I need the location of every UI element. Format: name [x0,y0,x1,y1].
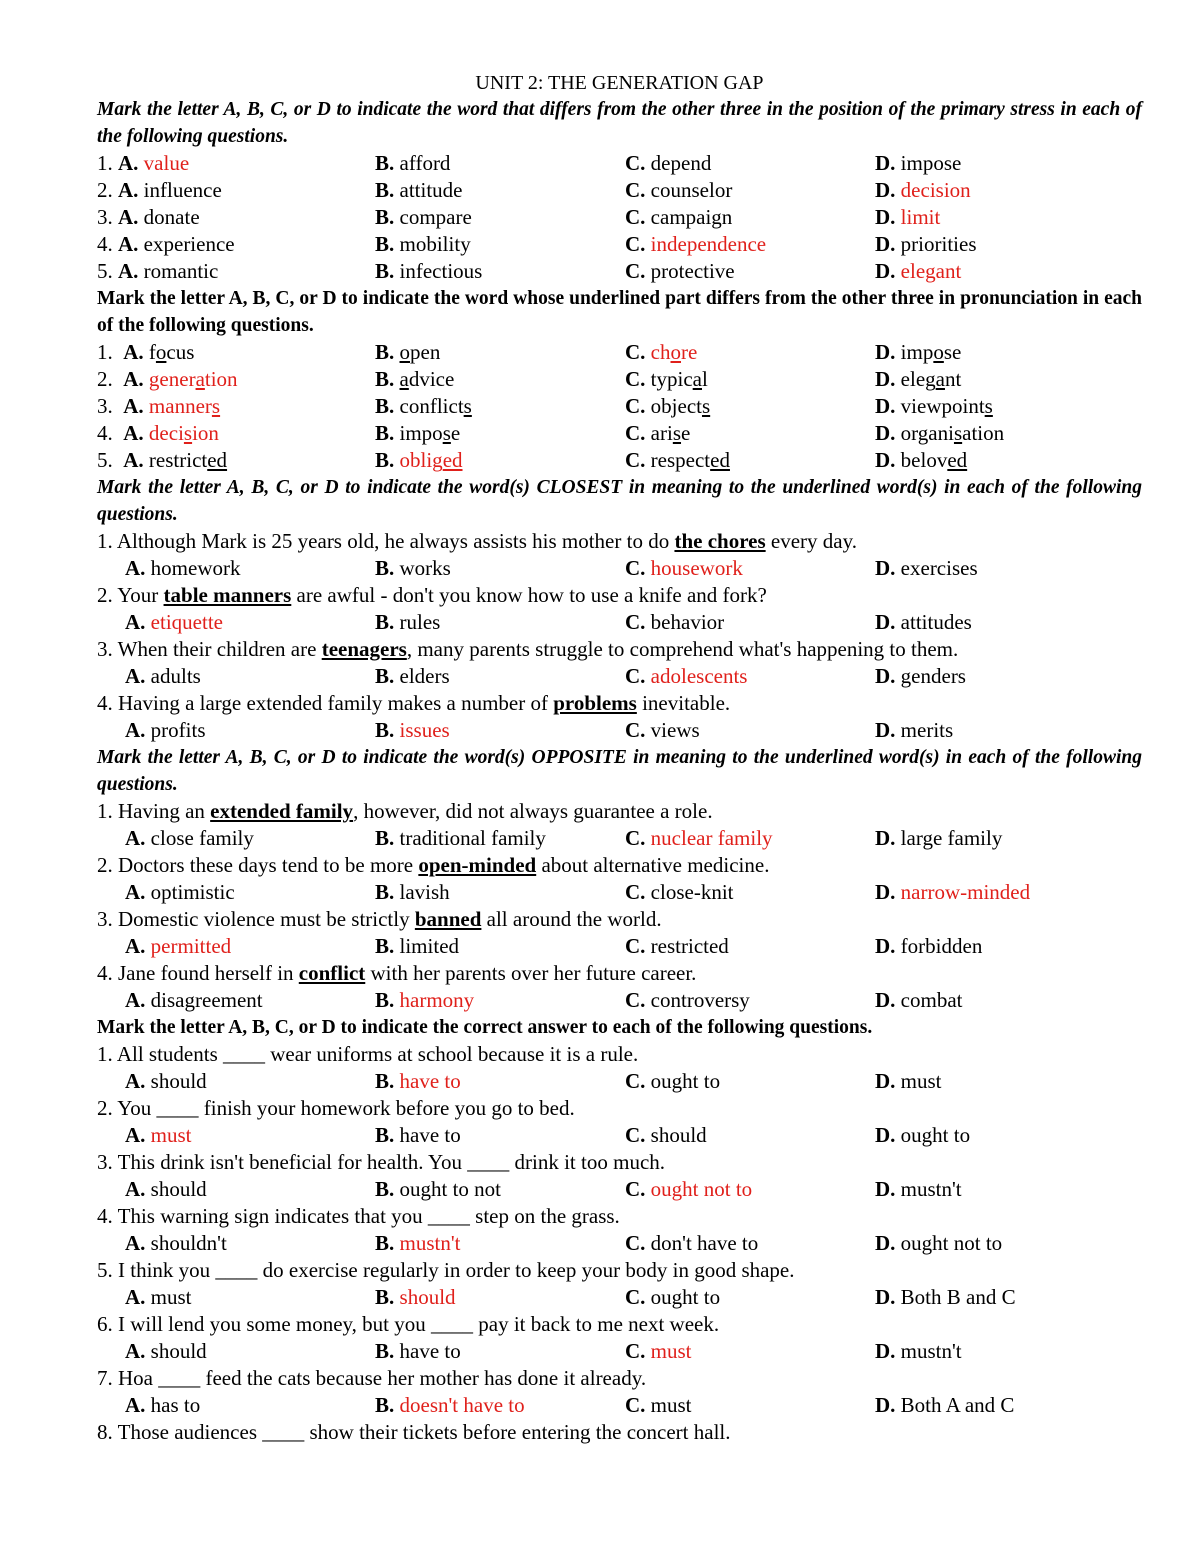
option-d: D. forbidden [875,934,983,958]
options-row [97,825,1142,852]
option-d: D. beloved [875,448,968,472]
instruction-correct-answer: Mark the letter A, B, C, or D to indicate the correct answer to each of the following questions. [97,1017,873,1038]
option-c: C. restricted [625,934,729,958]
question-stem: 4. Having a large extended family makes a number of problems inevitable. [97,691,731,715]
option-d: D. priorities [875,232,977,256]
question-stem: 5. I think you ____ do exercise regularly in order to keep your body in good shape. [97,1258,795,1282]
options-row [97,933,1142,960]
question-row [97,339,1142,366]
option-a: A. should [125,1177,207,1201]
option-b: B. mobility [375,232,471,256]
worksheet [97,70,1142,1446]
option-c: C. must [625,1339,692,1363]
options-row [97,1392,1142,1419]
option-d: D. mustn't [875,1177,962,1201]
stress-questions [97,150,1142,285]
option-b: B. ought to not [375,1177,502,1201]
question-stem: 1. Having an extended family, however, did not always guarantee a role. [97,799,713,823]
option-a: A. profits [125,718,206,742]
options-row [97,663,1142,690]
options-row [97,1122,1142,1149]
option-c: C. chore [625,340,698,364]
option-a: 4. A. experience [97,232,235,256]
option-d: D. elegant [875,259,962,283]
option-b: B. works [375,556,451,580]
instruction-closest: Mark the letter A, B, C, or D to indicate the word(s) CLOSEST in meaning to the underlined word(s) in each of the following questions. [97,477,1142,525]
option-d: D. decision [875,178,971,202]
question-row [97,447,1142,474]
option-a: A. should [125,1069,207,1093]
option-c: C. ought not to [625,1177,753,1201]
option-a: A. etiquette [125,610,223,634]
question-stem: 3. Domestic violence must be strictly banned all around the world. [97,907,662,931]
option-c: C. ought to [625,1285,721,1309]
option-a: A. has to [125,1393,201,1417]
option-a: A. adults [125,664,201,688]
option-a: A. disagreement [125,988,263,1012]
options-row [97,1068,1142,1095]
option-c: C. independence [625,232,767,256]
option-b: B. limited [375,934,460,958]
option-d: D. genders [875,664,966,688]
option-a: 3. A. donate [97,205,200,229]
option-a: 2. A. influence [97,178,222,202]
option-b: B. mustn't [375,1231,461,1255]
option-c: C. ought to [625,1069,721,1093]
question-row [97,150,1142,177]
question-stem: 2. Doctors these days tend to be more open-minded about alternative medicine. [97,853,770,877]
closest-questions [97,528,1142,744]
question-stem: 3. This drink isn't beneficial for health. You ____ drink it too much. [97,1150,666,1174]
instruction-pronunciation: Mark the letter A, B, C, or D to indicate the word whose underlined part differs from the other three in pronunciation in each of the following questions. [97,288,1142,336]
option-a: A. must [125,1123,192,1147]
option-a: 5. A. restricted [97,448,228,472]
pronunciation-questions [97,339,1142,474]
option-a: A. permitted [125,934,232,958]
option-c: C. typical [625,367,708,391]
option-c: C. respected [625,448,730,472]
option-d: D. ought not to [875,1231,1003,1255]
option-b: B. lavish [375,880,450,904]
option-a: 1. A. value [97,151,190,175]
option-a: A. close family [125,826,254,850]
question-row [97,393,1142,420]
option-c: C. should [625,1123,707,1147]
question-stem: 7. Hoa ____ feed the cats because her mother has done it already. [97,1366,647,1390]
option-b: B. rules [375,610,441,634]
question-stem: 8. Those audiences ____ show their tickets before entering the concert hall. [97,1420,731,1444]
option-b: B. have to [375,1123,461,1147]
option-c: C. adolescents [625,664,748,688]
option-c: C. views [625,718,700,742]
option-b: B. doesn't have to [375,1393,525,1417]
option-d: D. Both B and C [875,1285,1016,1309]
option-b: B. infectious [375,259,483,283]
option-a: A. optimistic [125,880,235,904]
question-row [97,204,1142,231]
option-c: C. campaign [625,205,733,229]
question-stem: 1. All students ____ wear uniforms at school because it is a rule. [97,1042,639,1066]
option-a: A. homework [125,556,241,580]
options-row [97,717,1142,744]
option-c: C. must [625,1393,692,1417]
option-c: C. housework [625,556,743,580]
options-row [97,1284,1142,1311]
option-d: D. narrow-minded [875,880,1031,904]
correct-answer-questions [97,1041,1142,1446]
option-c: C. depend [625,151,712,175]
option-d: D. large family [875,826,1003,850]
option-c: C. counselor [625,178,733,202]
options-row [97,1338,1142,1365]
option-d: D. impose [875,151,962,175]
options-row [97,555,1142,582]
option-a: A. shouldn't [125,1231,227,1255]
option-b: B. issues [375,718,450,742]
option-c: C. behavior [625,610,725,634]
option-b: B. harmony [375,988,475,1012]
question-stem: 2. You ____ finish your homework before you go to bed. [97,1096,575,1120]
options-row [97,609,1142,636]
option-d: D. must [875,1069,942,1093]
option-c: C. objects [625,394,711,418]
option-b: B. have to [375,1339,461,1363]
option-a: 3. A. manners [97,394,221,418]
option-b: B. elders [375,664,450,688]
option-d: D. organisation [875,421,1005,445]
option-b: B. conflicts [375,394,472,418]
option-b: B. obliged [375,448,463,472]
option-b: B. impose [375,421,461,445]
option-a: A. should [125,1339,207,1363]
option-a: 4. A. decision [97,421,219,445]
option-c: C. nuclear family [625,826,773,850]
question-stem: 3. When their children are teenagers, many parents struggle to comprehend what's happening to them. [97,637,959,661]
options-row [97,987,1142,1014]
option-c: C. close-knit [625,880,734,904]
options-row [97,879,1142,906]
question-row [97,420,1142,447]
options-row [97,1176,1142,1203]
option-d: D. impose [875,340,962,364]
instruction-stress: Mark the letter A, B, C, or D to indicate the word that differs from the other three in the position of the primary stress in each of the following questions. [97,99,1142,147]
option-c: C. don't have to [625,1231,759,1255]
question-stem: 6. I will lend you some money, but you ____ pay it back to me next week. [97,1312,720,1336]
option-d: D. viewpoints [875,394,993,418]
question-row [97,366,1142,393]
question-stem: 4. Jane found herself in conflict with her parents over her future career. [97,961,697,985]
option-d: D. Both A and C [875,1393,1015,1417]
option-a: 1. A. focus [97,340,195,364]
option-d: D. elegant [875,367,962,391]
option-c: C. protective [625,259,735,283]
question-stem: 4. This warning sign indicates that you ____ step on the grass. [97,1204,620,1228]
option-d: D. mustn't [875,1339,962,1363]
option-c: C. controversy [625,988,750,1012]
option-b: B. advice [375,367,455,391]
opposite-questions [97,798,1142,1014]
option-b: B. compare [375,205,472,229]
option-b: B. afford [375,151,451,175]
page-title: UNIT 2: THE GENERATION GAP [475,72,764,94]
option-a: A. must [125,1285,192,1309]
question-row [97,177,1142,204]
options-row [97,1230,1142,1257]
option-d: D. limit [875,205,941,229]
option-d: D. ought to [875,1123,971,1147]
option-d: D. combat [875,988,963,1012]
option-d: D. exercises [875,556,978,580]
option-b: B. open [375,340,441,364]
instruction-opposite: Mark the letter A, B, C, or D to indicate the word(s) OPPOSITE in meaning to the underlined word(s) in each of the following questions. [97,747,1142,795]
option-b: B. attitude [375,178,463,202]
question-row [97,231,1142,258]
option-c: C. arise [625,421,691,445]
option-a: 2. A. generation [97,367,238,391]
question-row [97,258,1142,285]
option-d: D. attitudes [875,610,972,634]
option-a: 5. A. romantic [97,259,219,283]
question-stem: 1. Although Mark is 25 years old, he always assists his mother to do the chores every day. [97,529,857,553]
question-stem: 2. Your table manners are awful - don't you know how to use a knife and fork? [97,583,767,607]
option-d: D. merits [875,718,954,742]
option-b: B. have to [375,1069,461,1093]
option-b: B. should [375,1285,456,1309]
option-b: B. traditional family [375,826,546,850]
